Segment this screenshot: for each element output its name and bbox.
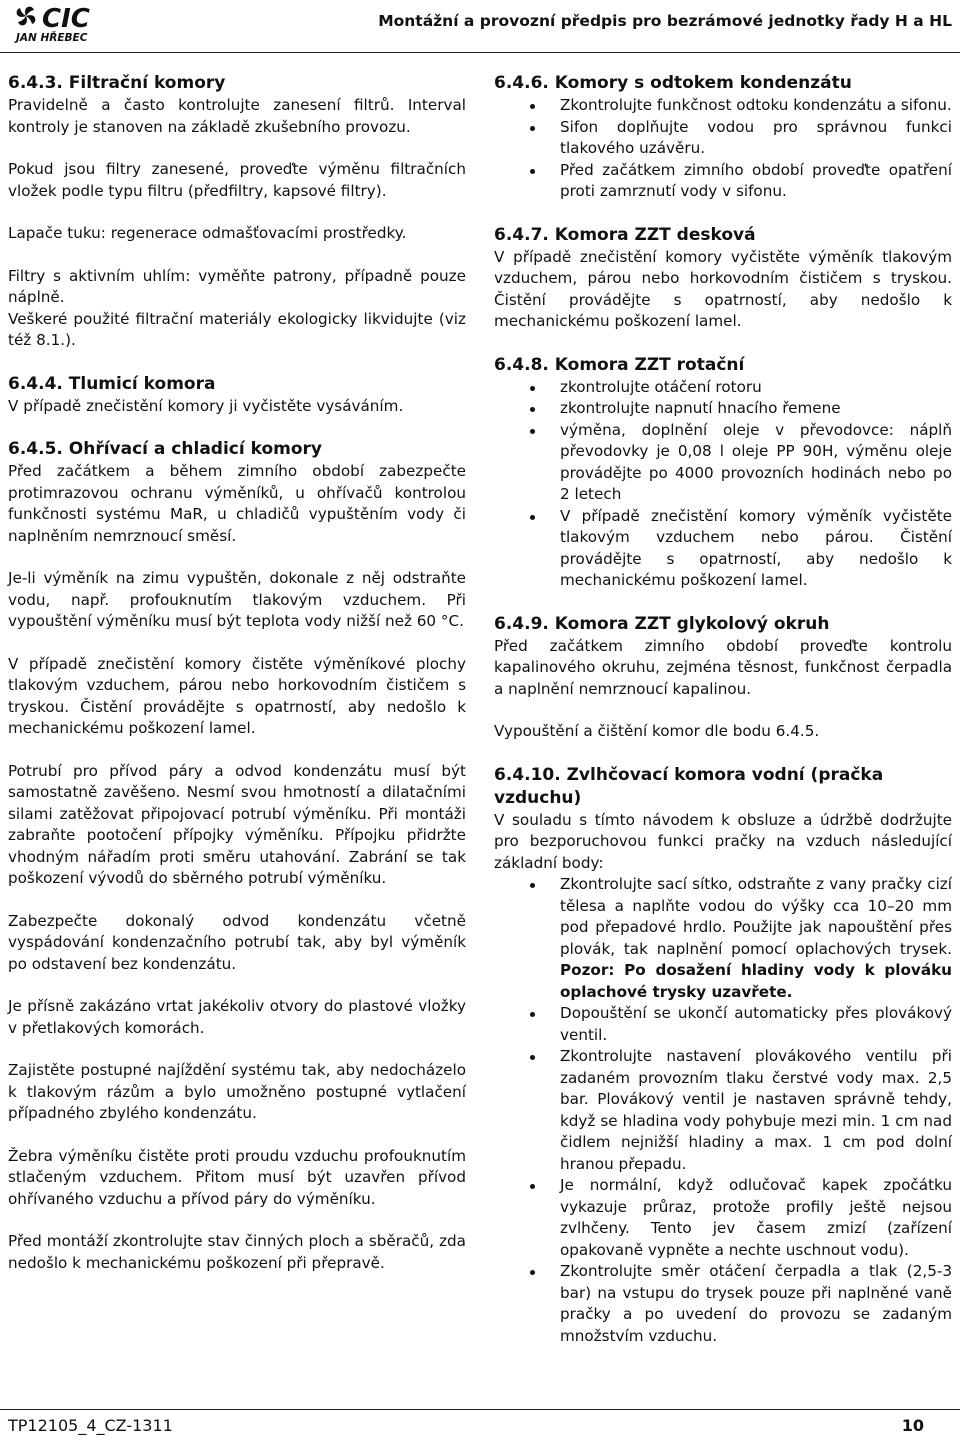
list-item: zkontrolujte otáčení rotoru — [494, 377, 952, 399]
list-item: Je normální, když odlučovač kapek zpočátku vykazuje průraz, protože profily ještě nejsou zvlhčeny. Tento jev časem zmizí (zařízení opakovaně vypněte a nechte uschnout vodu). — [494, 1175, 952, 1261]
list-item: V případě znečistění komory výměník vyčistěte tlakovým vzduchem nebo párou. Čistění provádějte s opatrností, aby nedošlo k mechanickému poškození lamel. — [494, 506, 952, 592]
cic-logo — [12, 2, 112, 44]
section-6-4-7 — [494, 224, 952, 333]
list-item: Před začátkem zimního období proveďte opatření proti zamrznutí vody v sifonu. — [494, 160, 952, 203]
paragraph: Před začátkem zimního období proveďte kontrolu kapalinového okruhu, zejména těsnost, funkčnost čerpadla a naplnění nemrznoucí kapalinou. — [494, 636, 952, 698]
paragraph: V souladu s tímto návodem k obsluze a údržbě dodržujte pro bezporuchovou funkci pračky na vzduch následující základní body: — [494, 810, 952, 872]
list-item: výměna, doplnění oleje v převodovce: náplň převodovky je 0,08 l oleje PP 90H, výměnu oleje provádějte po 4000 provozních hodinách nebo po 2 letech — [494, 420, 952, 506]
section-6-4-7-title: 6.4.7. Komora ZZT desková — [494, 224, 756, 245]
list-item: zkontrolujte napnutí hnacího řemene — [494, 398, 952, 420]
section-6-4-5-title: 6.4.5. Ohřívací a chladicí komory — [8, 439, 322, 459]
paragraph: Veškeré použité filtrační materiály ekologicky likvidujte (viz též 8.1.). — [8, 309, 466, 349]
bullet-list — [494, 95, 952, 203]
document-code: TP12105_4_CZ-1311 — [8, 1416, 173, 1435]
paragraph: V případě znečistění komory vyčistěte výměník tlakovým vzduchem, párou nebo horkovodním čističem s tryskou. Čistění provádějte s opatrností, aby nedošlo k mechanickému poškození lamel. — [494, 247, 952, 330]
section-6-4-4-title: 6.4.4. Tlumicí komora — [8, 373, 216, 394]
paragraph: Potrubí pro přívod páry a odvod kondenzátu musí být samostatně zavěšeno. Nesmí svou hmotností a dilatačními silami zatěžovat připojovací potrubí výměníku. Při montáži zabraňte pootočení přípojky výměníku. Přípojku přidržte vhodným nářadím proti směru utahování. Zabrání se tak poškození vývodů do sběrného potrubí výměníku. — [8, 761, 466, 887]
list-item: Dopouštění se ukončí automaticky přes plovákový ventil. — [494, 1003, 952, 1046]
fan-icon — [17, 7, 36, 26]
paragraph: Žebra výměníku čistěte proti proudu vzduchu profouknutím stlačeným vzduchem. Přitom musí být uzavřen přívod ohřívaného vzduchu a přívod páry do výměníku. — [8, 1146, 466, 1208]
paragraph: Filtry s aktivním uhlím: vyměňte patrony, případně pouze náplně. — [8, 266, 466, 306]
paragraph: Před začátkem a během zimního období zabezpečte protimrazovou ochranu výměníků, u ohřívačů kontrolou funkčnosti systému MaR, u chladičů vypuštěním vody či naplněním nemrznoucí směsí. — [8, 462, 466, 545]
page-header — [0, 0, 960, 50]
section-6-4-8-title: 6.4.8. Komora ZZT rotační — [494, 354, 745, 375]
section-6-4-10-title: 6.4.10. Zvlhčovací komora vodní (pračka vzduchu) — [494, 764, 884, 808]
section-6-4-10 — [494, 764, 952, 1348]
section-6-4-9-title: 6.4.9. Komora ZZT glykolový okruh — [494, 613, 830, 634]
list-item — [494, 874, 952, 1003]
section-6-4-9 — [494, 613, 952, 743]
list-item: Zkontrolujte nastavení plovákového ventilu při zadaném provozním tlaku čerstvé vody max. 2,5 bar. Plovákový ventil je nastaven správně tehdy, když se hladina vody pohybuje mezi min. 1 cm nad čidlem nejnižší hladiny a max. 1 cm pod dolní hranou přepadu. — [494, 1046, 952, 1175]
warning-text: Pozor: Po dosažení hladiny vody k plováku oplachové trysky uzavřete. — [560, 961, 952, 1001]
section-6-4-4 — [8, 373, 466, 418]
list-item: Zkontrolujte funkčnost odtoku kondenzátu a sifonu. — [494, 95, 952, 117]
header-divider — [0, 52, 960, 53]
section-6-4-3-title: 6.4.3. Filtrační komory — [8, 73, 226, 93]
bullet-list — [494, 377, 952, 592]
list-item-text: Zkontrolujte sací sítko, odstraňte z vany pračky cizí tělesa a naplňte vodou do výšky cca 10–20 mm pod přepadové hrdlo. Použijte jak napouštění přes plovák, tak naplnění pomocí oplachových trysek. — [560, 875, 952, 958]
logo-subtitle: JAN HŘEBEC — [16, 32, 88, 44]
paragraph: Zajistěte postupné najíždění systému tak, aby nedocházelo k tlakovým rázům a bylo umožněno postupné vytlačení případného zbylého kondenzátu. — [8, 1061, 466, 1122]
logo-brand: CIC — [42, 4, 90, 34]
paragraph: Zabezpečte dokonalý odvod kondenzátu včetně vyspádování kondenzačního potrubí tak, aby byl výměník po odstavení bez kondenzátu. — [8, 911, 466, 973]
paragraph: Lapače tuku: regenerace odmašťovacími prostředky. — [8, 224, 407, 242]
section-6-4-6 — [494, 72, 952, 203]
section-6-4-6-title: 6.4.6. Komory s odtokem kondenzátu — [494, 73, 852, 93]
list-item: Zkontrolujte směr otáčení čerpadla a tlak (2,5-3 bar) na vstupu do trysek pouze při naplněné vaně pračky a po uvedení do provozu se zadaným množstvím vzduchu. — [494, 1261, 952, 1347]
footer-divider — [0, 1409, 960, 1410]
list-item: Sifon doplňujte vodou pro správnou funkci tlakového uzávěru. — [494, 117, 952, 160]
section-6-4-8 — [494, 354, 952, 592]
paragraph: Vypouštění a čištění komor dle bodu 6.4.5. — [494, 722, 820, 740]
paragraph: V případě znečistění komory ji vyčistěte vysáváním. — [8, 396, 404, 415]
paragraph: V případě znečistění komory čistěte výměníkové plochy tlakovým vzduchem, párou nebo horkovodním čističem s tryskou. Čistění provádějte s opatrností, aby nedošlo k mechanickému poškození lamel. — [8, 654, 466, 737]
paragraph: Je přísně zakázáno vrtat jakékoliv otvory do plastové vložky v přetlakových komorách. — [8, 997, 466, 1037]
bullet-list — [494, 874, 952, 1347]
section-6-4-3 — [8, 72, 466, 352]
paragraph: Pravidelně a často kontrolujte zanesení filtrů. Interval kontroly je stanoven na základě zkušebního provozu. — [8, 96, 466, 136]
right-column — [494, 72, 952, 1347]
page-number: 10 — [901, 1416, 924, 1435]
paragraph: Je-li výměník na zimu vypuštěn, dokonale z něj odstraňte vodu, např. profouknutím tlakovým vzduchem. Při vypouštění výměníku musí být teplota vody nižší než 60 °C. — [8, 569, 466, 630]
paragraph: Pokud jsou filtry zanesené, proveďte výměnu filtračních vložek podle typu filtru (předfiltry, kapsové filtry). — [8, 160, 466, 200]
section-6-4-5 — [8, 438, 466, 1274]
paragraph: Před montáží zkontrolujte stav činných ploch a sběračů, zda nedošlo k mechanickému poškození při přepravě. — [8, 1232, 466, 1272]
left-column — [8, 72, 466, 1274]
document-title: Montážní a provozní předpis pro bezrámové jednotky řady H a HL — [378, 12, 952, 30]
